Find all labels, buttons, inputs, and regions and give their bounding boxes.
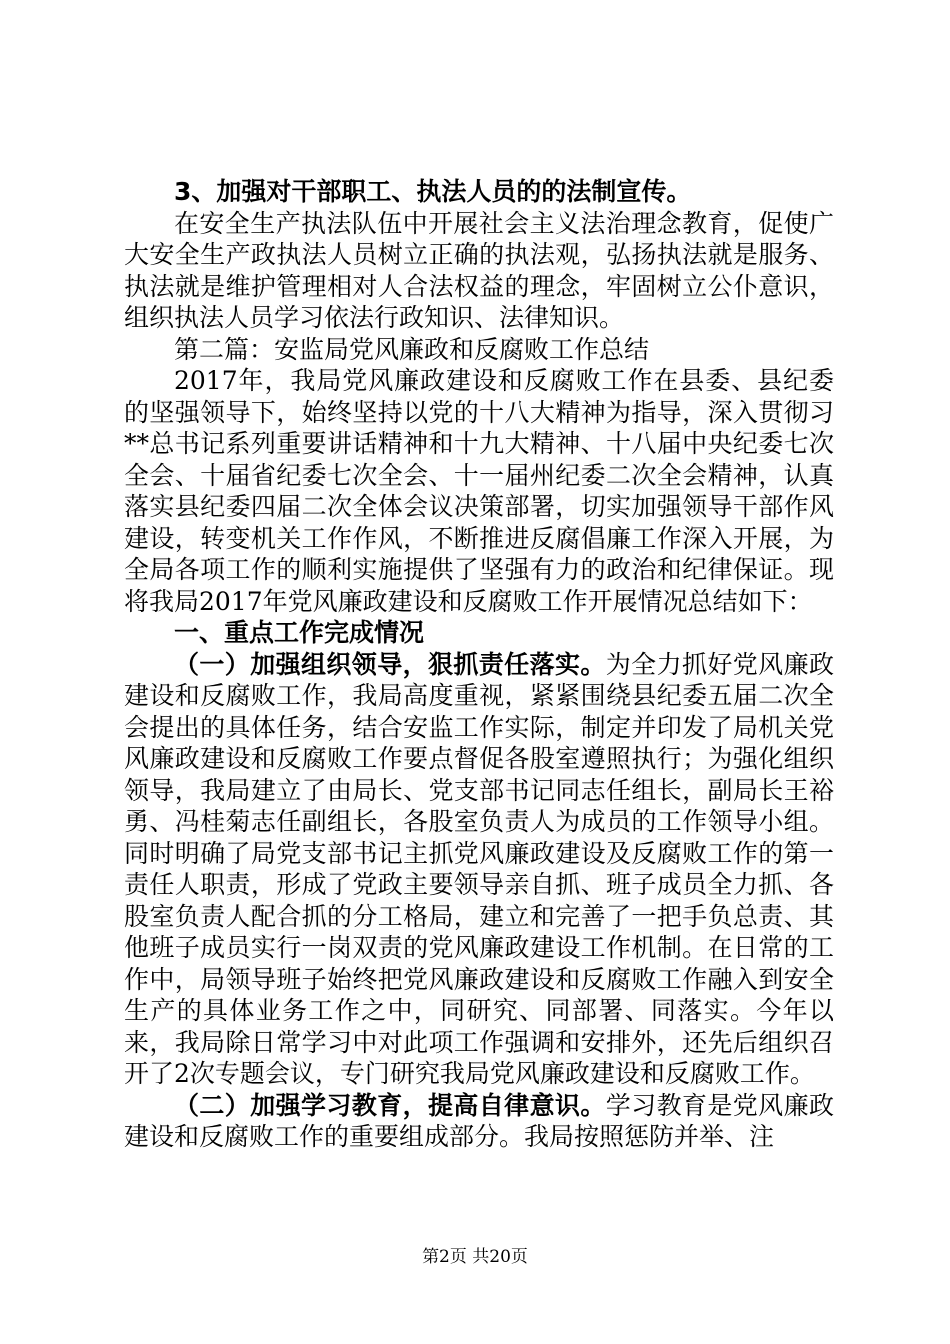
document-body [124,176,834,1153]
chapter-title: 第二篇：安监局党风廉政和反腐败工作总结 [174,334,650,364]
paragraph-legal-education: 在安全生产执法队伍中开展社会主义法治理念教育，促使广大安全生产政执法人员树立正确的执法观，弘扬执法就是服务、执法就是维护管理相对人合法权益的理念，牢固树立公仆意识，组织执法人员学习依法行政知识、法律知识。 [124,208,834,332]
paragraph-lead: （二）加强学习教育，提高自律意识。 [174,1090,606,1120]
paragraph-text: 学习教育是党风廉政建设和反腐败工作的重要组成部分。我局按照惩防并举、注 [124,1090,834,1151]
page-number: 第2页 共20页 [422,1247,528,1267]
paragraph-organization [124,649,834,1090]
paragraph-study [124,1090,834,1153]
paragraph-lead: （一）加强组织领导，狠抓责任落实。 [174,649,606,679]
paragraph-summary-intro: 2017年，我局党风廉政建设和反腐败工作在县委、县纪委的坚强领导下，始终坚持以党的十八大精神为指导，深入贯彻习**总书记系列重要讲话精神和十九大精神、十八届中央纪委七次全会、十届省纪委七次全会、十一届州纪委二次全会精神，认真落实县纪委四届二次全体会议决策部署，切实加强领导干部作风建设，转变机关工作作风，不断推进反腐倡廉工作深入开展，为全局各项工作的顺利实施提供了坚强有力的政治和纪律保证。现将我局2017年党风廉政建设和反腐败工作开展情况总结如下： [124,366,834,616]
section-heading-1: 一、重点工作完成情况 [174,618,425,647]
section-heading-3: 3、加强对干部职工、执法人员的的法制宣传。 [174,177,692,206]
paragraph-text: 为全力抓好党风廉政建设和反腐败工作，我局高度重视，紧紧围绕县纪委五届二次全会提出的具体任务，结合安监工作实际，制定并印发了局机关党风廉政建设和反腐败工作要点督促各股室遵照执行；为强化组织领导，我局建立了由局长、党支部书记同志任组长，副局长王裕勇、冯桂菊志任副组长，各股室负责人为成员的工作领导小组。同时明确了局党支部书记主抓党风廉政建设及反腐败工作的第一责任人职责，形成了党政主要领导亲自抓、班子成员全力抓、各股室负责人配合抓的分工格局，建立和完善了一把手负总责、其他班子成员实行一岗双责的党风廉政建设工作机制。在日常的工作中，局领导班子始终把党风廉政建设和反腐败工作融入到安全生产的具体业务工作之中，同研究、同部署、同落实。今年以来，我局除日常学习中对此项工作强调和安排外，还先后组织召开了2次专题会议，专门研究我局党风廉政建设和反腐败工作。 [124,649,834,1088]
